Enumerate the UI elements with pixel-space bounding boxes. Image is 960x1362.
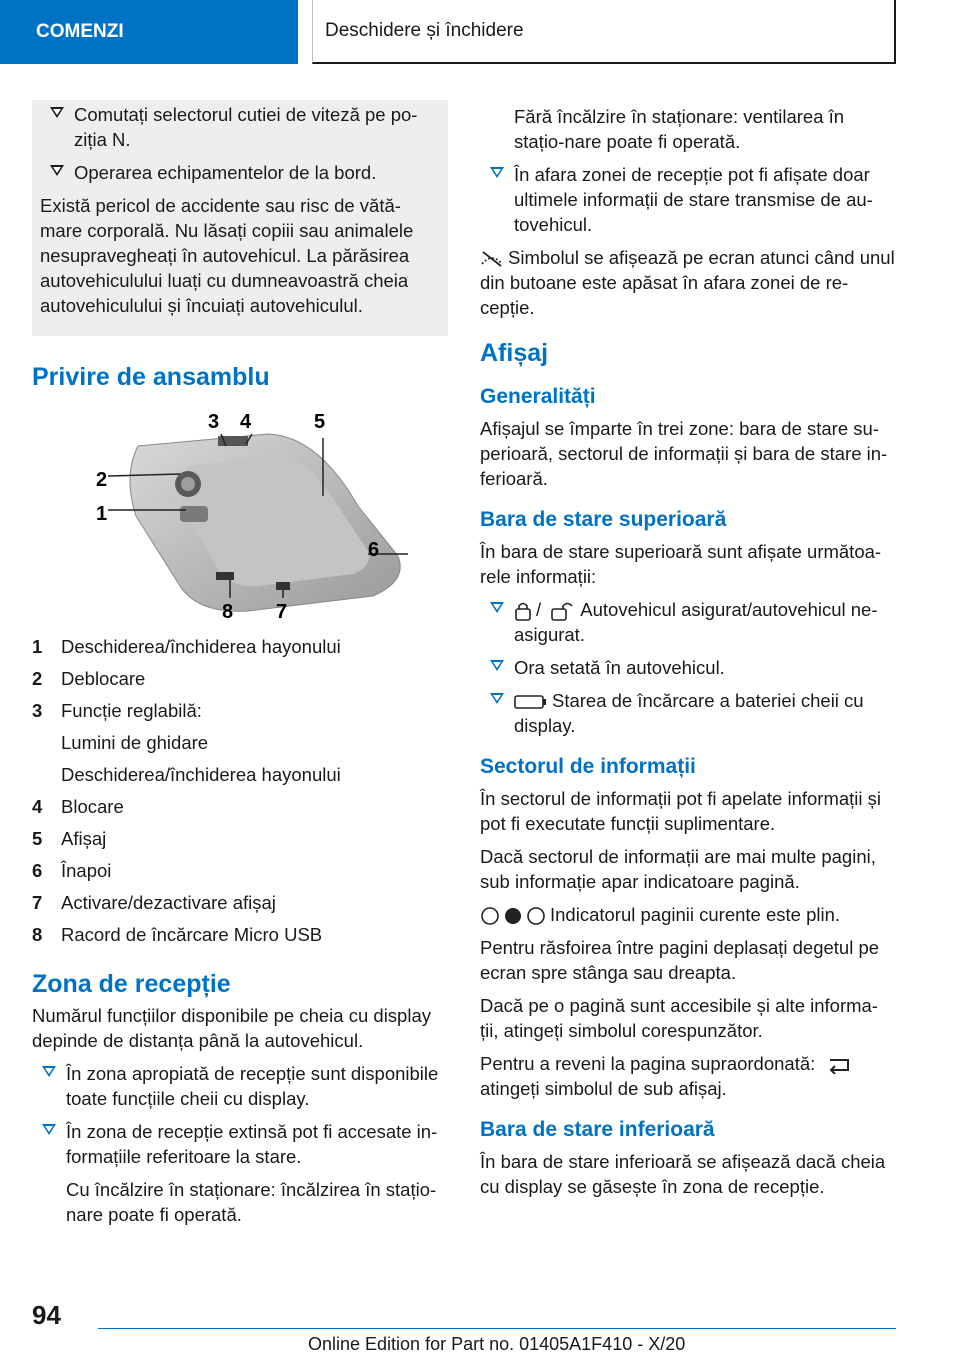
reception-bullet: În zona apropiată de recepție sunt disponibile toate funcțiile cheii cu display.: [32, 1061, 448, 1111]
bullet-triangle-icon: [490, 602, 504, 613]
info-p5: Dacă pe o pagină sunt accesibile și alte informa-ții, atingeți simbolul corespunzător.: [480, 995, 878, 1041]
upper-status-intro: În bara de stare superioară sunt afișate următoa-rele informații:: [480, 541, 882, 587]
upper-status-heading: Bara de stare superioară: [480, 508, 727, 531]
footer-divider: [98, 1328, 896, 1329]
lock-closed-icon: [514, 601, 532, 621]
legend-item: 4 Blocare: [32, 796, 124, 817]
legend-item: 2 Deblocare: [32, 668, 146, 689]
callout-5: 5: [314, 411, 326, 433]
callout-1: 1: [96, 503, 108, 525]
warning-bullet: Operarea echipamentelor de la bord.: [40, 160, 440, 185]
bullet-triangle-icon: [490, 167, 504, 178]
callout-4: 4: [240, 411, 252, 433]
bullet-triangle-icon: [50, 107, 64, 118]
reception-heading: Zona de recepție: [32, 970, 231, 998]
legend-sub-item: Deschiderea/închiderea hayonului: [61, 764, 341, 785]
right-column: [480, 100, 896, 1207]
warning-bullet: Comutați selectorul cutiei de viteză pe po-ziția N.: [40, 102, 440, 152]
lower-status-text: În bara de stare inferioară se afișează dacă cheia cu display se găsește în zona de recepție.: [480, 1151, 886, 1197]
chapter-title: [312, 0, 896, 64]
info-p6: Pentru a reveni la pagina supraordonată:: [480, 1051, 896, 1076]
overview-heading: Privire de ansamblu: [32, 363, 270, 391]
left-column: [32, 100, 448, 1235]
legend-item: 1 Deschiderea/închiderea hayonului: [32, 636, 341, 657]
info-p7: atingeți simbolul de sub afișaj.: [480, 1078, 727, 1099]
upper-status-bullet: Starea de încărcare a bateriei cheii cu display.: [480, 688, 896, 738]
info-sector-heading: Sectorul de informații: [480, 755, 696, 778]
general-heading: Generalități: [480, 385, 596, 408]
bullet-triangle-icon: [490, 693, 504, 704]
back-arrow-icon: [824, 1056, 854, 1074]
symbol-paragraph: Simbolul se afișează pe ecran atunci când unul din butoane este apăsat în afara zonei de re-cepție.: [480, 247, 895, 318]
general-text: Afișajul se împarte în trei zone: bara de stare su-perioară, sectorul de informații și bara de stare in-ferioară.: [480, 418, 888, 489]
callout-8: 8: [222, 601, 234, 623]
legend-sub-item: Lumini de ghidare: [61, 732, 209, 753]
display-key-illustration: [68, 406, 408, 624]
page-number: 94: [32, 1300, 61, 1330]
callout-6: 6: [368, 539, 380, 561]
callout-3: 3: [208, 411, 220, 433]
bullet-triangle-icon: [50, 165, 64, 176]
footer-edition: Online Edition for Part no. 01405A1F410 - X/20: [308, 1334, 686, 1354]
lower-status-heading: Bara de stare inferioară: [480, 1118, 715, 1141]
bullet-triangle-icon: [42, 1124, 56, 1135]
info-p2: Dacă sectorul de informații are mai multe pagini, sub informație apar indicatoare pagină.: [480, 846, 876, 892]
reception-intro: Numărul funcțiilor disponibile pe cheia cu display depinde de distanța până la autovehicul.: [32, 1005, 431, 1051]
chapter-title-text: Deschidere și închidere: [325, 20, 524, 41]
legend-item: 8 Racord de încărcare Micro USB: [32, 924, 323, 945]
section-tab: COMENZI: [0, 0, 298, 64]
legend-item: 7 Activare/dezactivare afișaj: [32, 892, 276, 913]
display-heading: Afișaj: [480, 339, 549, 367]
legend-item: 6 Înapoi: [32, 860, 112, 881]
warning-box: [32, 100, 448, 336]
info-p4: Pentru răsfoirea între pagini deplasați degetul pe ecran spre stânga sau dreapta.: [480, 937, 880, 983]
figure-legend: [32, 634, 448, 947]
bullet-triangle-icon: [42, 1066, 56, 1077]
page-indicator-icon: [480, 906, 546, 926]
top-indent: Fără încălzire în staționare: ventilarea în stațio-nare poate fi operată.: [514, 106, 845, 152]
warning-text: Există pericol de accidente sau risc de vătă-mare corporală. Nu lăsați copiii sau animalele nesupravegheați în autovehicul. La părăsirea autovehiculului luați cu dumneavoastră cheia autovehiculului și încuiați autovehiculul.: [40, 195, 414, 316]
callout-2: 2: [96, 469, 108, 491]
bullet-triangle-icon: [490, 660, 504, 671]
no-signal-icon: [480, 250, 504, 268]
legend-item: 3 Funcție reglabilă:: [32, 700, 202, 721]
info-p1: În sectorul de informații pot fi apelate informații și pot fi executate funcții suplimentare.: [480, 788, 882, 834]
info-p3: Indicatorul paginii curente este plin.: [480, 902, 896, 927]
battery-icon: [514, 694, 548, 710]
callout-7: 7: [276, 601, 288, 623]
reception-indent: Cu încălzire în staționare: încălzirea în stațio-nare poate fi operată.: [66, 1179, 437, 1225]
key-figure: [68, 406, 408, 624]
lock-open-icon: [550, 601, 576, 621]
legend-item: 5 Afișaj: [32, 828, 107, 849]
upper-status-bullet: / Autovehicul asigurat/autovehicul ne-asigurat.: [480, 597, 896, 647]
upper-status-bullet: Ora setată în autovehicul.: [480, 655, 896, 680]
top-bullet: În afara zonei de recepție pot fi afișate doar ultimele informații de stare transmise de au-tovehicul.: [480, 162, 896, 237]
reception-bullet: În zona de recepție extinsă pot fi accesate in-formațiile referitoare la stare.: [32, 1119, 448, 1169]
